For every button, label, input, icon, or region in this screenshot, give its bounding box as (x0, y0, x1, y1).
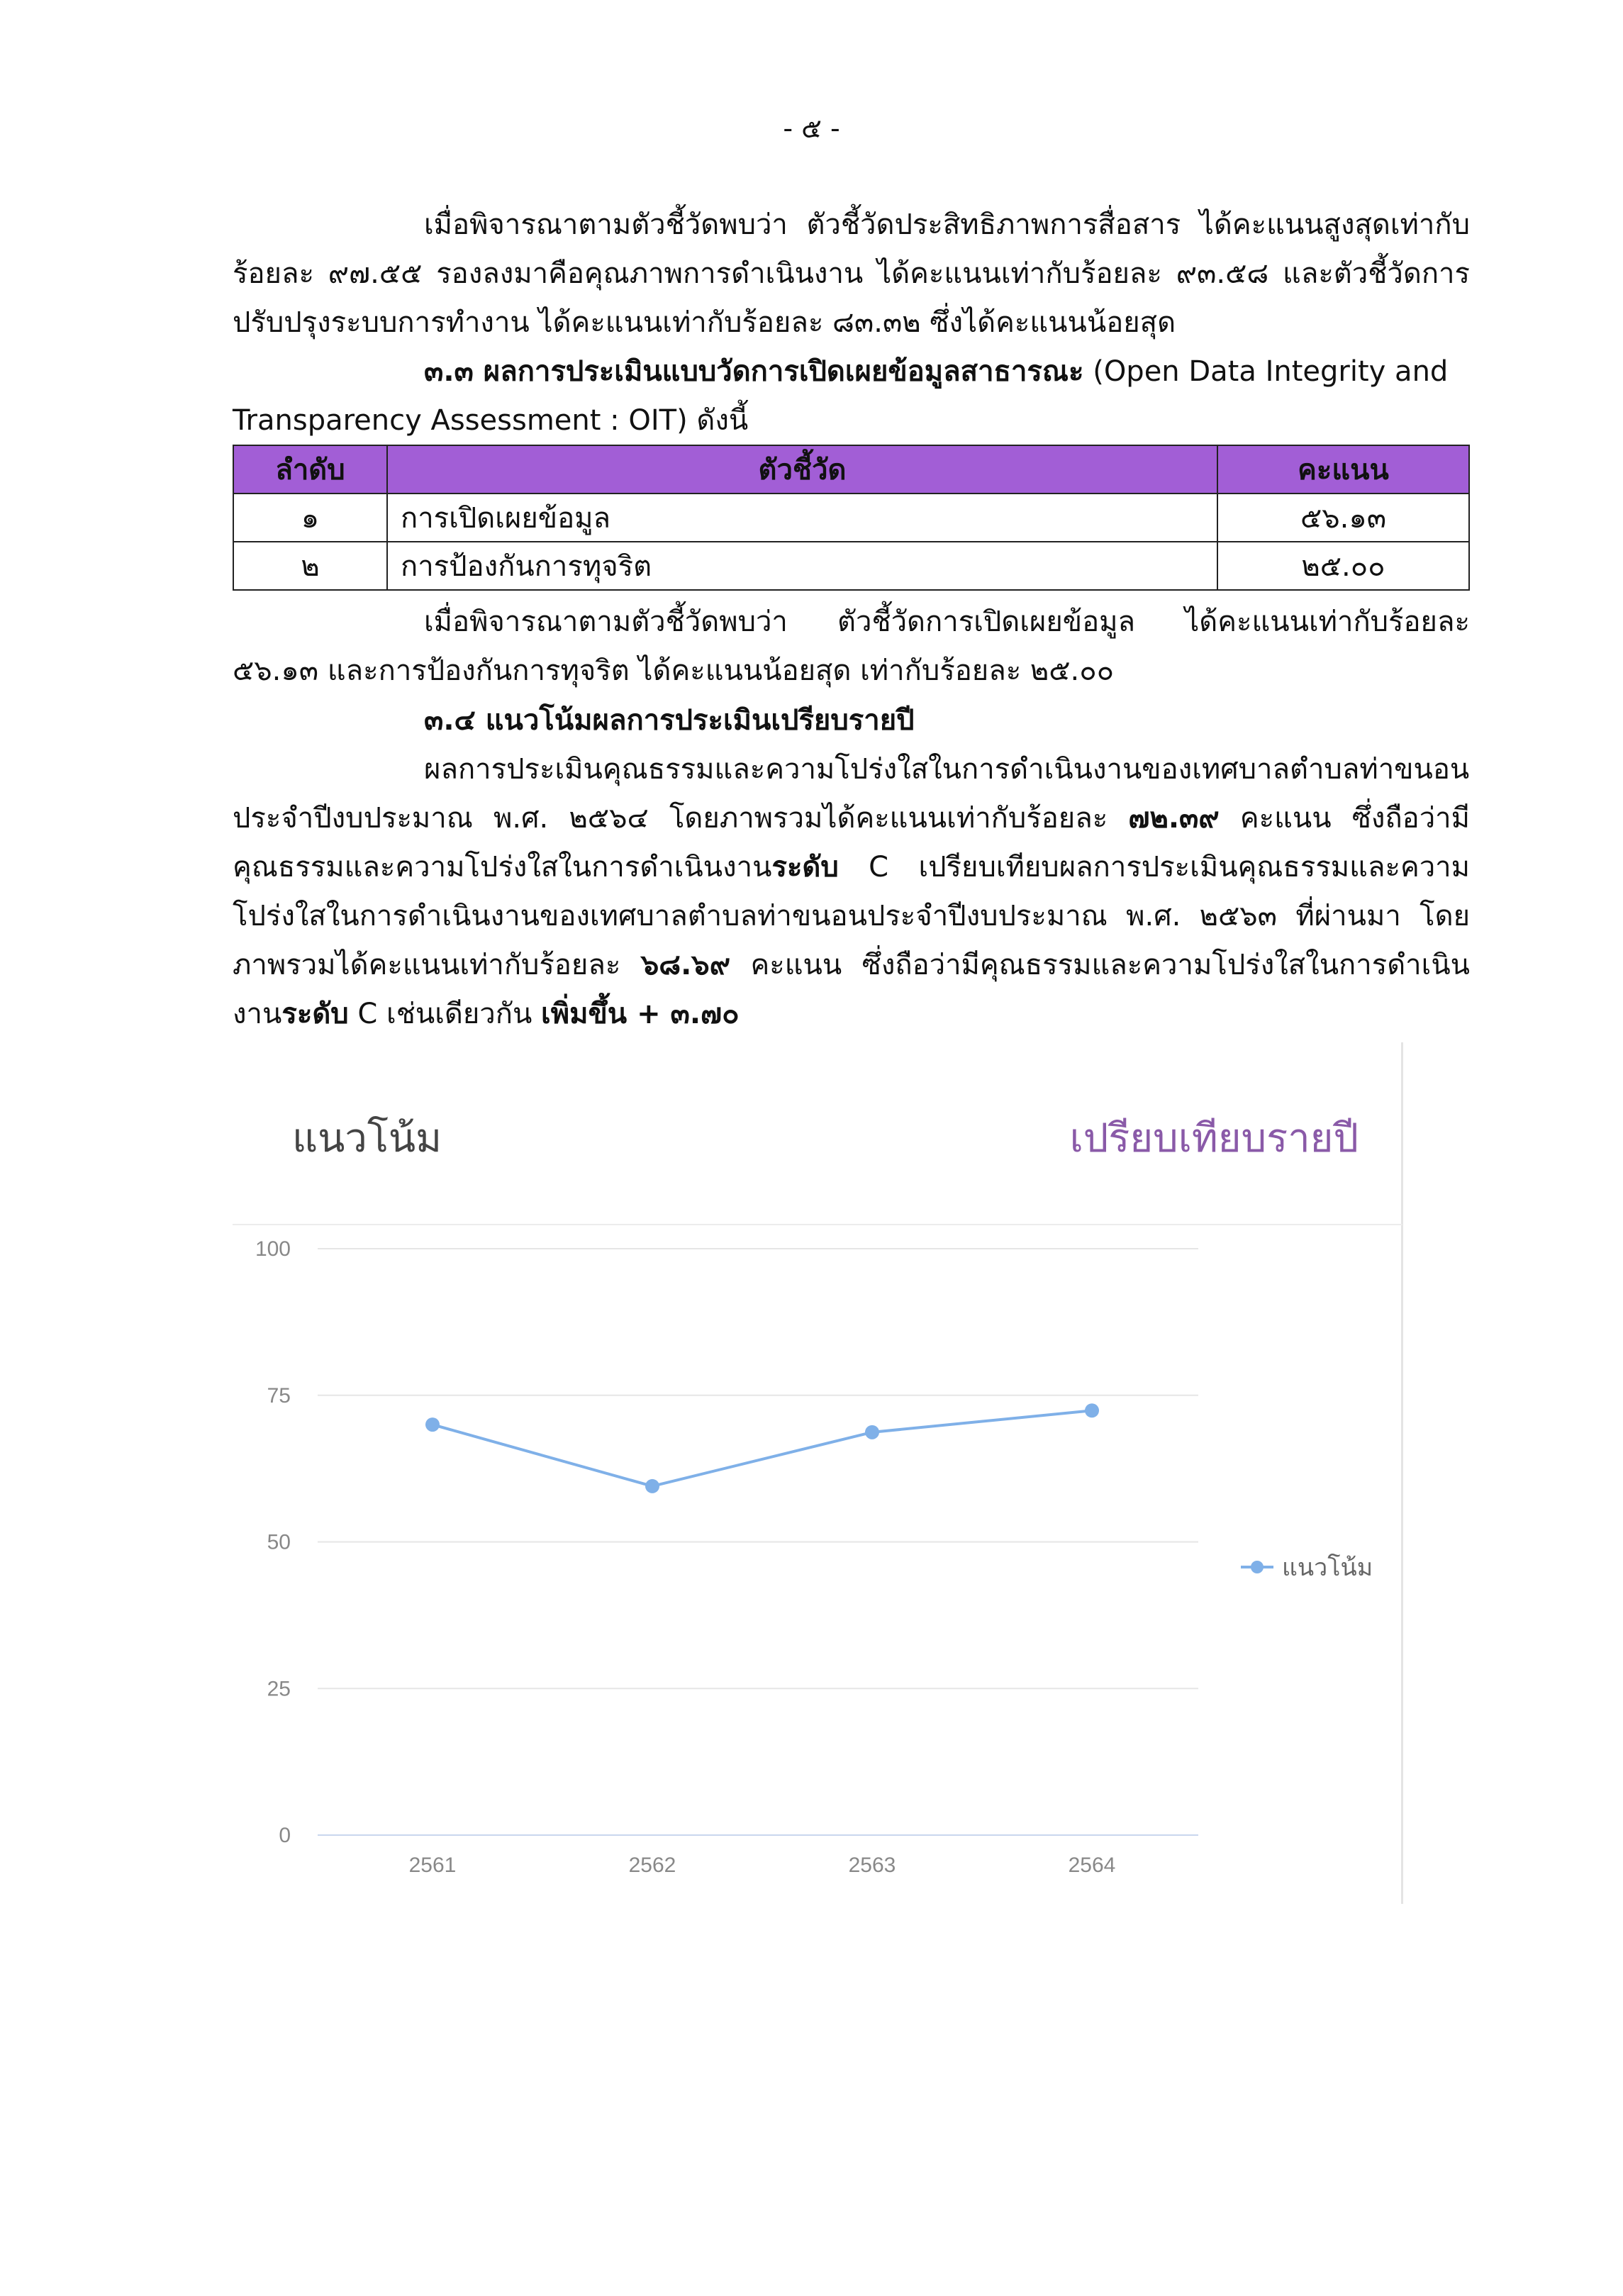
x-tick-label: 2562 (628, 1854, 676, 1877)
para3-text-3: C เปรียบเทียบผลการประเมินคุณธรรมและความโปร่งใสในการดำเนินงานของเทศบาลตำบลท่าขนอนประจำปีงบประมาณ พ.ศ. ๒๕๖๓ ที่ผ่านมา โดยภาพรวมได้คะแนนเท่ากับร้อยละ (233, 851, 1470, 981)
x-tick-label: 2563 (848, 1854, 896, 1877)
score-increase: เพิ่มขึ้น + ๓.๗๐ (541, 998, 740, 1030)
para3-text-5: C เช่นเดียวกัน (348, 998, 542, 1030)
row-indicator: การเปิดเผยข้อมูล (387, 494, 1217, 542)
page-number: - ๕ - (783, 113, 840, 144)
table-row (233, 494, 1469, 542)
legend-label: แนวโน้ม (1282, 1554, 1373, 1581)
section-heading-3-3 (233, 347, 1470, 445)
paragraph-communication-indicators: เมื่อพิจารณาตามตัวชี้วัดพบว่า ตัวชี้วัดประสิทธิภาพการสื่อสาร ได้คะแนนสูงสุดเท่ากับร้อยละ ๙๗.๕๕ รองลงมาคือคุณภาพการดำเนินงาน ได้คะแนนเท่ากับร้อยละ ๙๓.๕๘ และตัวชี้วัดการปรับปรุงระบบการทำงาน ได้คะแนนเท่ากับร้อยละ ๘๓.๓๒ ซึ่งได้คะแนนน้อยสุด (233, 208, 1470, 339)
score-2563: ๖๘.๖๙ (640, 949, 730, 981)
chart-plot-area (233, 1042, 1402, 1904)
para3-text-1: ผลการประเมินคุณธรรมและความโปร่งใสในการดำเนินงานของเทศบาลตำบลท่าขนอน ประจำปีงบประมาณ พ.ศ. ๒๕๖๔ โดยภาพรวมได้คะแนนเท่ากับร้อยละ (233, 753, 1470, 835)
heading-3-3-rest: (Open Data Integrity and Transparency Assessment : OIT) ดังนี้ (233, 355, 1449, 437)
y-tick-label: 100 (255, 1237, 291, 1261)
paragraph-oit-indicators: เมื่อพิจารณาตามตัวชี้วัดพบว่า ตัวชี้วัดการเปิดเผยข้อมูล ได้คะแนนเท่ากับร้อยละ ๕๖.๑๓ และการป้องกันการทุจริต ได้คะแนนน้อยสุด เท่ากับร้อยละ ๒๕.๐๐ (233, 606, 1470, 687)
row-order: ๒ (233, 542, 387, 590)
heading-3-3-bold: ๓.๓ ผลการประเมินแบบวัดการเปิดเผยข้อมูลสาธารณะ (424, 355, 1084, 388)
y-tick-label: 75 (267, 1383, 291, 1408)
chart-title-left: แนวโน้ม (292, 1115, 442, 1160)
header-indicator: ตัวชี้วัด (387, 445, 1217, 494)
x-tick-label: 2564 (1068, 1854, 1116, 1877)
x-tick-label: 2561 (408, 1854, 457, 1877)
table-row (233, 542, 1469, 590)
y-tick-label: 50 (267, 1530, 291, 1554)
section-heading-3-4: ๓.๔ แนวโน้มผลการประเมินเปรียบรายปี (424, 704, 915, 737)
para3-text-2: คะแนน ซึ่งถือว่ามีคุณธรรมและความโปร่งใสในการดำเนินงาน (233, 802, 1470, 884)
level-label-2: ระดับ (281, 998, 349, 1030)
y-tick-label: 0 (279, 1824, 291, 1847)
oit-score-table (233, 445, 1470, 591)
chart-title-right: เปรียบเทียบรายปี (1069, 1115, 1359, 1160)
data-point (1085, 1403, 1099, 1417)
header-score: คะแนน (1217, 445, 1469, 494)
row-indicator: การป้องกันการทุจริต (387, 542, 1217, 590)
legend-marker (1251, 1561, 1264, 1573)
row-score: ๒๕.๐๐ (1217, 542, 1469, 590)
row-order: ๑ (233, 494, 387, 542)
row-score: ๕๖.๑๓ (1217, 494, 1469, 542)
series-line (433, 1410, 1092, 1486)
para3-text-4: คะแนน ซึ่งถือว่ามีคุณธรรมและความโปร่งใสในการดำเนินงาน (233, 949, 1471, 1030)
header-order: ลำดับ (233, 445, 387, 494)
y-tick-label: 25 (267, 1677, 291, 1701)
table-header-row (233, 445, 1469, 494)
trend-chart (233, 1042, 1410, 1904)
data-point (865, 1425, 879, 1439)
paragraph-yearly-comparison (233, 745, 1470, 1039)
data-point (645, 1479, 659, 1493)
data-point (425, 1417, 440, 1432)
score-2564: ๗๒.๓๙ (1128, 802, 1220, 835)
level-label-1: ระดับ (771, 851, 839, 884)
